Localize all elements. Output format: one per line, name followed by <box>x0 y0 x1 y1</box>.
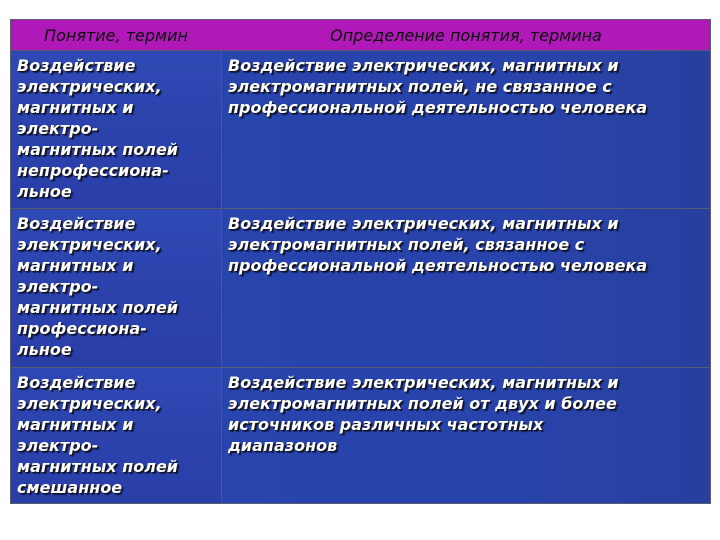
definition-line: профессиональной деятельностью человека <box>228 98 648 117</box>
definitions-table <box>10 19 711 504</box>
term-line: электро- <box>17 436 99 455</box>
term-line: магнитных полей <box>17 457 179 476</box>
column-header-term: Понятие, термин <box>11 20 222 51</box>
definition-line: электромагнитных полей, не связанное с <box>228 77 612 96</box>
definition-line: электромагнитных полей от двух и более <box>228 394 617 413</box>
term-cell <box>11 51 222 209</box>
definition-line: профессиональной деятельностью человека <box>228 256 648 275</box>
table-row <box>11 51 711 209</box>
term-line: магнитных полей <box>17 298 179 317</box>
term-line: магнитных и <box>17 256 134 275</box>
term-line: электрических, <box>17 77 162 96</box>
definition-line: Воздействие электрических, магнитных и <box>228 56 619 75</box>
term-line: Воздействие <box>17 214 136 233</box>
term-cell <box>11 209 222 368</box>
column-header-definition: Определение понятия, термина <box>222 20 711 51</box>
term-line: льное <box>17 182 72 201</box>
term-line: магнитных и <box>17 415 134 434</box>
term-line: электрических, <box>17 394 162 413</box>
table-row <box>11 368 711 504</box>
definition-cell <box>222 209 711 368</box>
definition-line: диапазонов <box>228 436 338 455</box>
definition-line: источников различных частотных <box>228 415 544 434</box>
term-cell <box>11 368 222 504</box>
definition-cell <box>222 368 711 504</box>
term-line: профессиона- <box>17 319 147 338</box>
definition-line: Воздействие электрических, магнитных и <box>228 373 619 392</box>
table-header-row <box>11 20 711 51</box>
term-line: электро- <box>17 119 99 138</box>
term-line: непрофессиона- <box>17 161 169 180</box>
term-line: смешанное <box>17 478 123 497</box>
term-line: магнитных полей <box>17 140 179 159</box>
term-line: электро- <box>17 277 99 296</box>
term-line: Воздействие <box>17 56 136 75</box>
term-line: Воздействие <box>17 373 136 392</box>
table-row <box>11 209 711 368</box>
term-line: электрических, <box>17 235 162 254</box>
definition-cell <box>222 51 711 209</box>
term-line: льное <box>17 340 72 359</box>
term-line: магнитных и <box>17 98 134 117</box>
definition-line: электромагнитных полей, связанное с <box>228 235 585 254</box>
definition-line: Воздействие электрических, магнитных и <box>228 214 619 233</box>
